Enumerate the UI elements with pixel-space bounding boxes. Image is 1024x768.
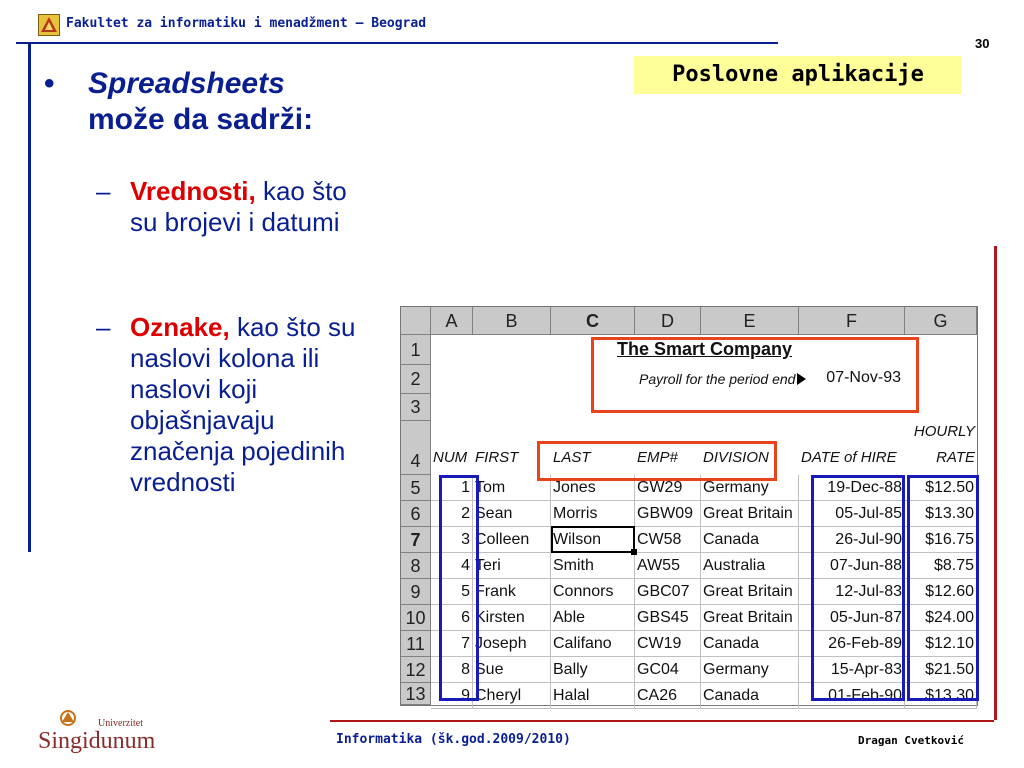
active-cell-outline — [551, 526, 635, 553]
cell-rate: $21.50 — [905, 657, 977, 683]
sub-item-dash: – — [96, 312, 111, 342]
cell-last: Halal — [551, 683, 635, 709]
header-divider — [16, 42, 778, 44]
header-date-of-hire: DATE of HIRE — [801, 449, 897, 466]
header-rate: RATE — [936, 449, 975, 466]
row-header: 6 — [401, 501, 431, 527]
footer-author: Dragan Cvetković — [858, 734, 964, 747]
value-highlight-num — [439, 475, 479, 701]
cell-last: Able — [551, 605, 635, 631]
bullet-symbol: • — [44, 67, 55, 100]
payroll-label: Payroll for the period end — [639, 371, 796, 387]
row-header: 5 — [401, 475, 431, 501]
cell-num: 2 — [431, 501, 473, 527]
header-first: FIRST — [475, 449, 519, 466]
cell-num: 9 — [431, 683, 473, 709]
column-header-a: A — [431, 307, 473, 335]
cell-first: Frank — [473, 579, 551, 605]
cell-division: Canada — [701, 683, 799, 709]
cell-first: Colleen — [473, 527, 551, 553]
logo-name-text: Singidunum — [38, 728, 156, 754]
university-logo — [38, 708, 178, 761]
row-header: 9 — [401, 579, 431, 605]
header-num: NUM — [433, 449, 468, 466]
right-accent-rule — [994, 246, 997, 720]
row-header: 8 — [401, 553, 431, 579]
cell-date-of-hire: 26-Jul-90 — [799, 527, 905, 553]
cell-first: Tom — [473, 475, 551, 501]
sub-item-punct: , — [222, 312, 230, 342]
header-last: LAST — [553, 449, 591, 466]
sub-item-text: kao što su naslovi kolona ili naslovi koji objašnjavaju značenja pojedinih vrednosti — [130, 312, 356, 497]
bullet-keyword: Spreadsheets — [88, 67, 285, 100]
cell-first: Cheryl — [473, 683, 551, 709]
cell-emp: GC04 — [635, 657, 701, 683]
column-header-d: D — [635, 307, 701, 335]
sub-item-dash: – — [96, 176, 111, 206]
header-hourly: HOURLY — [913, 423, 975, 440]
cell-last: Wilson — [551, 527, 635, 553]
cell-rate: $13.30 — [905, 501, 977, 527]
row-header: 10 — [401, 605, 431, 631]
cell-rate: $8.75 — [905, 553, 977, 579]
cell-rate: $12.50 — [905, 475, 977, 501]
header-title: Fakultet za informatiku i menadžment – Beograd — [66, 16, 427, 31]
faculty-emblem-icon — [38, 14, 60, 36]
cell-num: 8 — [431, 657, 473, 683]
cell-date-of-hire: 07-Jun-88 — [799, 553, 905, 579]
header-emp: EMP# — [637, 449, 678, 466]
cell-last: Califano — [551, 631, 635, 657]
cell-date-of-hire: 12-Jul-83 — [799, 579, 905, 605]
cell-last: Connors — [551, 579, 635, 605]
cell-emp: GBC07 — [635, 579, 701, 605]
cell-emp: GBS45 — [635, 605, 701, 631]
cell-date-of-hire: 05-Jun-87 — [799, 605, 905, 631]
cell-date-of-hire: 19-Dec-88 — [799, 475, 905, 501]
sub-item-keyword: Oznake — [130, 312, 223, 342]
row-header: 2 — [401, 365, 431, 394]
cell-date-of-hire: 01-Feb-90 — [799, 683, 905, 709]
column-header-b: B — [473, 307, 551, 335]
sub-item-text: kao što su brojevi i datumi — [130, 176, 347, 237]
payroll-date: 07-Nov-93 — [826, 369, 901, 386]
cell-num: 5 — [431, 579, 473, 605]
cell-division: Canada — [701, 631, 799, 657]
cell-rate: $16.75 — [905, 527, 977, 553]
cell-num: 3 — [431, 527, 473, 553]
cell-division: Great Britain — [701, 501, 799, 527]
cell-first: Kirsten — [473, 605, 551, 631]
cell-first: Sean — [473, 501, 551, 527]
row-header: 7 — [401, 527, 431, 553]
cell-emp: AW55 — [635, 553, 701, 579]
cell-num: 1 — [431, 475, 473, 501]
cell-emp: CW58 — [635, 527, 701, 553]
label-highlight-title — [591, 337, 919, 413]
cell-emp: CW19 — [635, 631, 701, 657]
cell-last: Bally — [551, 657, 635, 683]
spreadsheet-image — [400, 306, 978, 706]
cell-emp: GW29 — [635, 475, 701, 501]
cell-division: Great Britain — [701, 579, 799, 605]
column-header-e: E — [701, 307, 799, 335]
cell-rate: $13.30 — [905, 683, 977, 709]
value-highlight-date — [811, 475, 905, 701]
bullet-line2: može da sadrži: — [88, 103, 314, 136]
row-header: 3 — [401, 394, 431, 421]
row-header: 13 — [401, 683, 431, 705]
cell-date-of-hire: 15-Apr-83 — [799, 657, 905, 683]
cell-division: Great Britain — [701, 605, 799, 631]
cell-rate: $24.00 — [905, 605, 977, 631]
column-header-g: G — [905, 307, 977, 335]
cell-first: Joseph — [473, 631, 551, 657]
slide-title: Poslovne aplikacije — [634, 56, 962, 94]
cell-emp: CA26 — [635, 683, 701, 709]
sheet-corner — [401, 307, 431, 335]
label-highlight-headers — [537, 441, 777, 481]
cell-date-of-hire: 05-Jul-85 — [799, 501, 905, 527]
row-header: 4 — [401, 421, 431, 475]
row-header: 1 — [401, 335, 431, 365]
row-header: 12 — [401, 657, 431, 683]
left-accent-rule — [28, 44, 31, 552]
sub-item-keyword: Vrednosti — [130, 176, 249, 206]
cell-num: 7 — [431, 631, 473, 657]
cell-division: Australia — [701, 553, 799, 579]
company-title: The Smart Company — [617, 339, 793, 359]
value-highlight-rate — [907, 475, 979, 701]
cell-last: Smith — [551, 553, 635, 579]
cell-rate: $12.60 — [905, 579, 977, 605]
cell-emp: GBW09 — [635, 501, 701, 527]
cell-num: 6 — [431, 605, 473, 631]
page-number: 30 — [975, 36, 990, 51]
logo-small-text: Univerzitet — [98, 718, 143, 729]
cell-rate: $12.10 — [905, 631, 977, 657]
row-header: 11 — [401, 631, 431, 657]
cell-division: Germany — [701, 475, 799, 501]
cell-division: Germany — [701, 657, 799, 683]
column-header-f: F — [799, 307, 905, 335]
cell-first: Sue — [473, 657, 551, 683]
column-header-c: C — [551, 307, 635, 335]
footer-divider — [330, 720, 994, 722]
header-division: DIVISION — [703, 449, 769, 466]
cell-last: Jones — [551, 475, 635, 501]
cell-date-of-hire: 26-Feb-89 — [799, 631, 905, 657]
fill-handle — [631, 549, 637, 555]
cell-num: 4 — [431, 553, 473, 579]
cell-first: Teri — [473, 553, 551, 579]
cell-division: Canada — [701, 527, 799, 553]
sub-item-punct: , — [248, 176, 256, 206]
cell-last: Morris — [551, 501, 635, 527]
footer-course: Informatika (šk.god.2009/2010) — [336, 732, 571, 747]
